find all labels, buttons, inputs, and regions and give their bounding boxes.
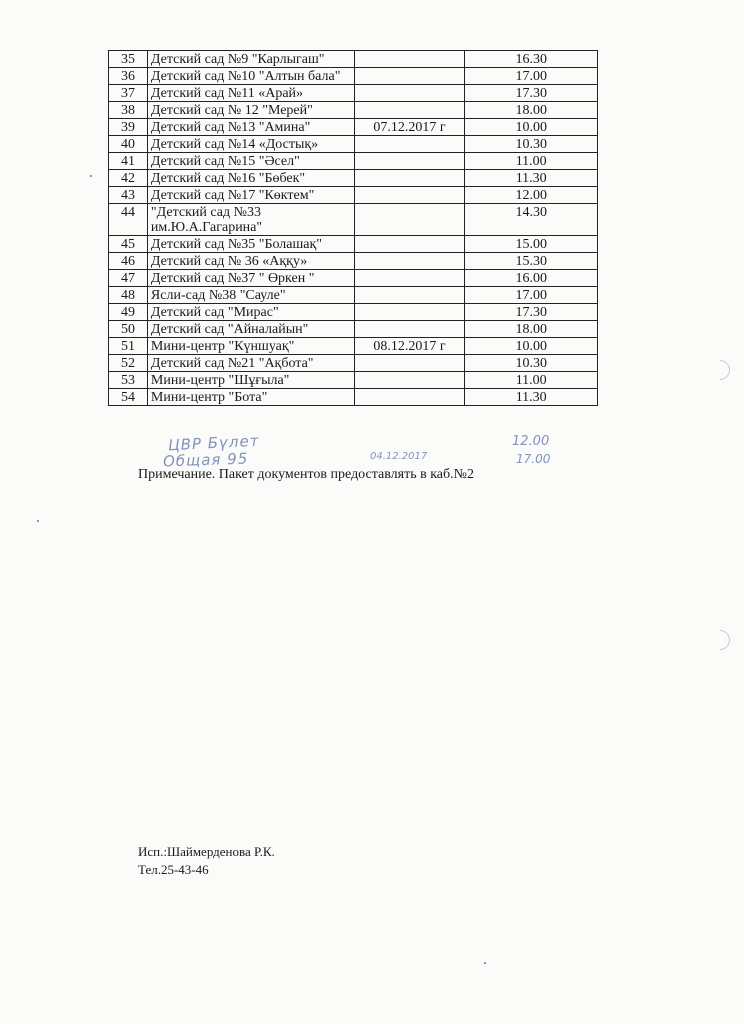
time-cell: 18.00 bbox=[465, 102, 598, 119]
institution-cell: Мини-центр "Күншуақ" bbox=[147, 338, 354, 355]
institution-cell: Детский сад №17 "Көктем" bbox=[147, 187, 354, 204]
time-cell: 14.30 bbox=[465, 204, 598, 236]
row-number-cell: 54 bbox=[109, 389, 148, 406]
institution-cell: Детский сад №37 " Өркен " bbox=[147, 270, 354, 287]
row-number-cell: 41 bbox=[109, 153, 148, 170]
institution-cell: Мини-центр "Бота" bbox=[147, 389, 354, 406]
date-cell bbox=[354, 270, 465, 287]
time-cell: 16.00 bbox=[465, 270, 598, 287]
institution-cell: Ясли-сад №38 "Сауле" bbox=[147, 287, 354, 304]
time-cell: 10.00 bbox=[465, 338, 598, 355]
table-row bbox=[109, 304, 598, 321]
row-number-cell: 44 bbox=[109, 204, 148, 236]
time-cell: 17.30 bbox=[465, 304, 598, 321]
table-row bbox=[109, 389, 598, 406]
time-cell: 17.00 bbox=[465, 68, 598, 85]
row-number-cell: 46 bbox=[109, 253, 148, 270]
table-row bbox=[109, 287, 598, 304]
institution-cell: Детский сад №11 «Арай» bbox=[147, 85, 354, 102]
institution-cell: Детский сад №21 "Ақбота" bbox=[147, 355, 354, 372]
institution-cell: Детский сад №9 "Карлыгаш" bbox=[147, 51, 354, 68]
executor-phone: Тел.25-43-46 bbox=[138, 862, 209, 877]
institution-cell: Детский сад №10 "Алтын бала" bbox=[147, 68, 354, 85]
row-number-cell: 42 bbox=[109, 170, 148, 187]
institution-cell: Детский сад "Мирас" bbox=[147, 304, 354, 321]
row-number-cell: 45 bbox=[109, 236, 148, 253]
date-cell bbox=[354, 136, 465, 153]
row-number-cell: 50 bbox=[109, 321, 148, 338]
row-number-cell: 38 bbox=[109, 102, 148, 119]
time-cell: 15.00 bbox=[465, 236, 598, 253]
table-row bbox=[109, 136, 598, 153]
table-row bbox=[109, 102, 598, 119]
table-row bbox=[109, 68, 598, 85]
date-cell bbox=[354, 253, 465, 270]
institution-cell: "Детский сад №33 им.Ю.А.Гагарина" bbox=[147, 204, 354, 236]
date-cell bbox=[354, 321, 465, 338]
row-number-cell: 49 bbox=[109, 304, 148, 321]
table-row bbox=[109, 270, 598, 287]
date-cell: 08.12.2017 г bbox=[354, 338, 465, 355]
date-cell bbox=[354, 372, 465, 389]
time-cell: 11.00 bbox=[465, 372, 598, 389]
handwritten-line: Общая 95 bbox=[162, 449, 249, 471]
note-text: Примечание. Пакет документов предоставлять в каб.№2 bbox=[138, 467, 474, 482]
time-cell: 11.30 bbox=[465, 389, 598, 406]
date-cell bbox=[354, 236, 465, 253]
date-cell bbox=[354, 355, 465, 372]
table-row bbox=[109, 119, 598, 136]
row-number-cell: 52 bbox=[109, 355, 148, 372]
date-cell: 07.12.2017 г bbox=[354, 119, 465, 136]
handwritten-org: ЦВР Бүлет bbox=[167, 431, 260, 455]
institution-cell: Детский сад "Айналайын" bbox=[147, 321, 354, 338]
executor-name: Исп.:Шаймерденова Р.К. bbox=[138, 844, 275, 859]
row-number-cell: 36 bbox=[109, 68, 148, 85]
time-cell: 16.30 bbox=[465, 51, 598, 68]
date-cell bbox=[354, 68, 465, 85]
row-number-cell: 53 bbox=[109, 372, 148, 389]
institution-cell: Детский сад № 36 «Аққу» bbox=[147, 253, 354, 270]
handwritten-time-1: 12.00 bbox=[512, 434, 550, 449]
table-row bbox=[109, 153, 598, 170]
punch-hole-mark bbox=[706, 356, 734, 384]
date-cell bbox=[354, 85, 465, 102]
institution-cell: Детский сад №13 "Амина" bbox=[147, 119, 354, 136]
time-cell: 10.00 bbox=[465, 119, 598, 136]
institution-cell: Детский сад № 12 "Мерей" bbox=[147, 102, 354, 119]
date-cell bbox=[354, 389, 465, 406]
schedule-table-body bbox=[109, 51, 598, 406]
scan-speck bbox=[90, 175, 92, 177]
table-row bbox=[109, 85, 598, 102]
handwritten-time-2: 17.00 bbox=[516, 452, 551, 466]
time-cell: 10.30 bbox=[465, 136, 598, 153]
table-row bbox=[109, 338, 598, 355]
time-cell: 10.30 bbox=[465, 355, 598, 372]
time-cell: 12.00 bbox=[465, 187, 598, 204]
time-cell: 11.30 bbox=[465, 170, 598, 187]
row-number-cell: 37 bbox=[109, 85, 148, 102]
row-number-cell: 39 bbox=[109, 119, 148, 136]
row-number-cell: 35 bbox=[109, 51, 148, 68]
table-row bbox=[109, 355, 598, 372]
schedule-table bbox=[108, 50, 598, 406]
institution-cell: Детский сад №15 "Әсел" bbox=[147, 153, 354, 170]
date-cell bbox=[354, 287, 465, 304]
institution-cell: Детский сад №16 "Бөбек" bbox=[147, 170, 354, 187]
scan-speck bbox=[484, 962, 486, 964]
time-cell: 15.30 bbox=[465, 253, 598, 270]
table-row bbox=[109, 372, 598, 389]
institution-cell: Детский сад №14 «Достық» bbox=[147, 136, 354, 153]
date-cell bbox=[354, 187, 465, 204]
footer bbox=[138, 843, 275, 879]
row-number-cell: 47 bbox=[109, 270, 148, 287]
table-row bbox=[109, 321, 598, 338]
table-row bbox=[109, 253, 598, 270]
time-cell: 17.00 bbox=[465, 287, 598, 304]
row-number-cell: 48 bbox=[109, 287, 148, 304]
handwritten-date: 04.12.2017 bbox=[370, 451, 428, 462]
date-cell bbox=[354, 304, 465, 321]
date-cell bbox=[354, 51, 465, 68]
table-row bbox=[109, 204, 598, 236]
table-row bbox=[109, 187, 598, 204]
row-number-cell: 43 bbox=[109, 187, 148, 204]
time-cell: 17.30 bbox=[465, 85, 598, 102]
row-number-cell: 40 bbox=[109, 136, 148, 153]
table-row bbox=[109, 51, 598, 68]
institution-cell: Мини-центр "Шұғыла" bbox=[147, 372, 354, 389]
table-row bbox=[109, 170, 598, 187]
row-number-cell: 51 bbox=[109, 338, 148, 355]
date-cell bbox=[354, 102, 465, 119]
date-cell bbox=[354, 170, 465, 187]
time-cell: 11.00 bbox=[465, 153, 598, 170]
table-row bbox=[109, 236, 598, 253]
scan-speck bbox=[37, 520, 39, 522]
date-cell bbox=[354, 204, 465, 236]
punch-hole-mark bbox=[706, 626, 734, 654]
time-cell: 18.00 bbox=[465, 321, 598, 338]
institution-cell: Детский сад №35 "Болашақ" bbox=[147, 236, 354, 253]
date-cell bbox=[354, 153, 465, 170]
